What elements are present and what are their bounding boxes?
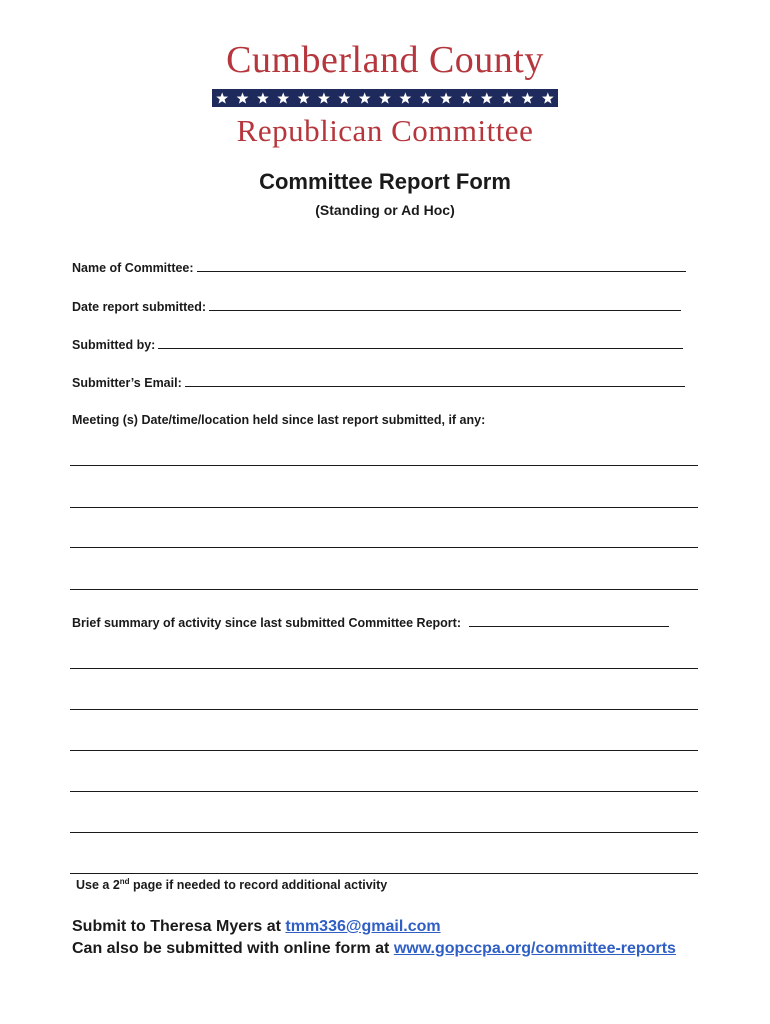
summary-line-2[interactable] — [70, 709, 698, 710]
logo-committee-name: Republican Committee — [236, 113, 534, 148]
submitter-email-blank[interactable] — [185, 374, 685, 387]
field-date-submitted — [72, 298, 681, 315]
field-label: Submitter’s Email: — [72, 376, 182, 390]
meetings-label: Meeting (s) Date/time/location held since last report submitted, if any: — [72, 413, 486, 427]
field-submitted-by — [72, 336, 683, 353]
summary-line-4[interactable] — [70, 791, 698, 792]
summary-line-1[interactable] — [70, 668, 698, 669]
organization-logo — [0, 38, 770, 149]
logo-county-name: Cumberland County — [226, 39, 544, 81]
field-name-of-committee — [72, 259, 686, 276]
meetings-line-1[interactable] — [70, 465, 698, 466]
submit-email-link[interactable]: tmm336@gmail.com — [285, 918, 441, 935]
form-subtitle: (Standing or Ad Hoc) — [315, 202, 455, 218]
submitted-by-blank[interactable] — [158, 336, 683, 349]
date-submitted-blank[interactable] — [209, 298, 681, 311]
meetings-line-4[interactable] — [70, 589, 698, 590]
online-form-link[interactable]: www.gopccpa.org/committee-reports — [393, 940, 676, 957]
submit-instructions — [72, 917, 441, 937]
summary-line-5[interactable] — [70, 832, 698, 833]
field-label: Name of Committee: — [72, 261, 194, 275]
name-of-committee-blank[interactable] — [197, 259, 686, 272]
form-title: Committee Report Form — [259, 169, 511, 194]
summary-line-6[interactable] — [70, 873, 698, 874]
field-submitter-email — [72, 374, 685, 391]
meetings-line-2[interactable] — [70, 507, 698, 508]
summary-row — [72, 614, 669, 631]
additional-page-note — [76, 877, 387, 893]
summary-inline-blank[interactable] — [469, 614, 669, 627]
note-prefix: Use a 2 — [76, 878, 120, 892]
submit-prefix: Submit to Theresa Myers at — [72, 918, 286, 935]
note-suffix: page if needed to record additional activity — [129, 878, 388, 892]
summary-label: Brief summary of activity since last submitted Committee Report: — [72, 616, 461, 630]
meetings-line-3[interactable] — [70, 547, 698, 548]
summary-line-3[interactable] — [70, 750, 698, 751]
online-form-instructions — [72, 939, 676, 959]
star-band-icon — [212, 89, 558, 107]
field-label: Date report submitted: — [72, 300, 207, 314]
field-label: Submitted by: — [72, 338, 156, 352]
note-superscript: nd — [119, 877, 130, 886]
online-prefix: Can also be submitted with online form at — [72, 940, 394, 957]
